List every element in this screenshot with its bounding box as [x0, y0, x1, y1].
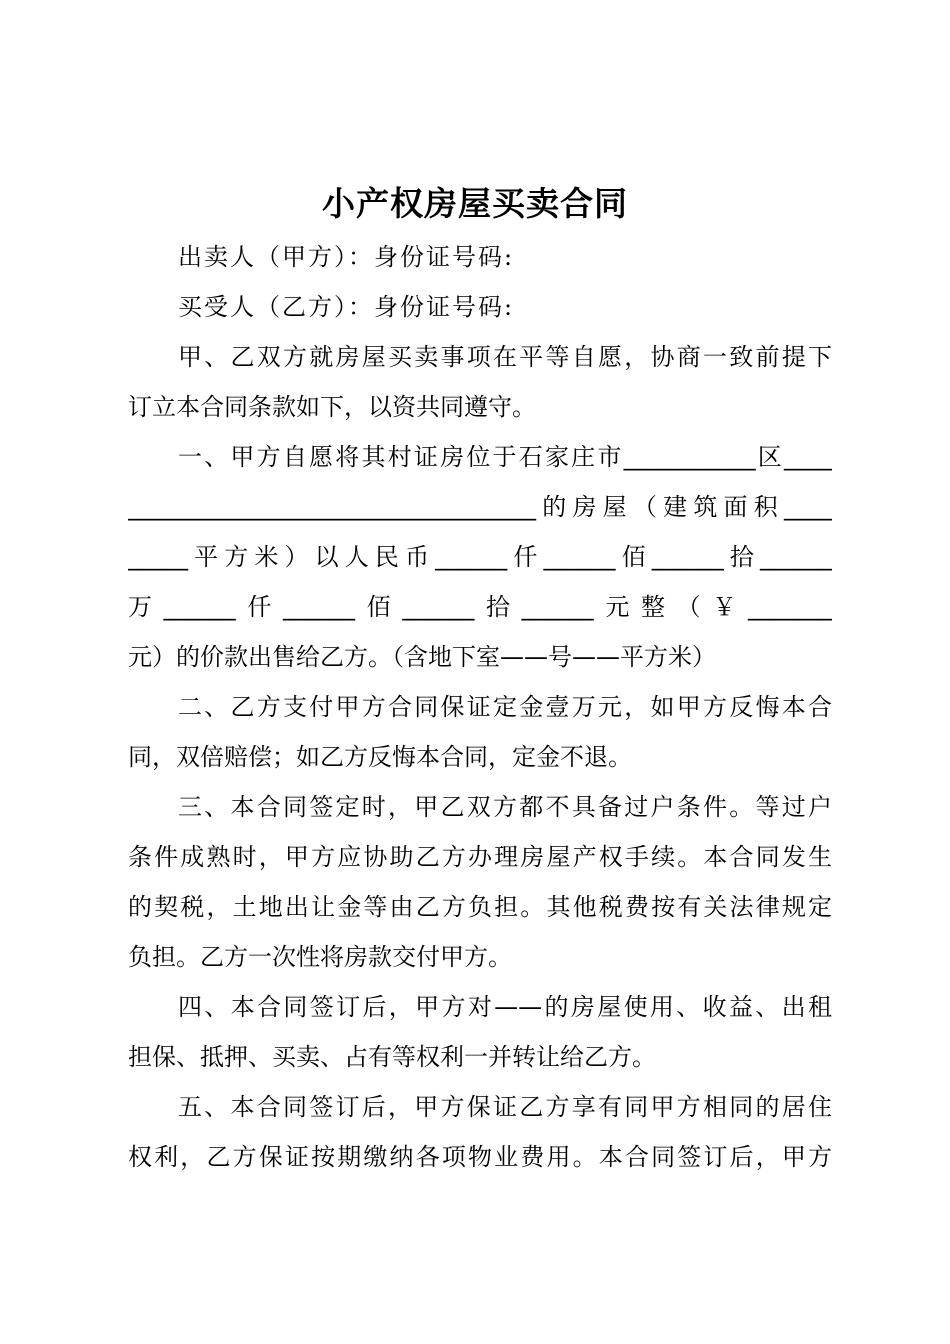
preamble-line-1: 甲、乙双方就房屋买卖事项在平等自愿，协商一致前提下	[178, 343, 832, 371]
clause-2-line-1: 二、乙方支付甲方合同保证定金壹万元，如甲方反悔本合	[178, 693, 832, 721]
clause-4-line-1: 四、本合同签订后，甲方对——的房屋使用、收益、出租	[178, 993, 832, 1021]
preamble-line-2: 订立本合同条款如下，以资共同遵守。	[128, 393, 536, 421]
clause-4-line-2: 担保、抵押、买卖、占有等权利一并转让给乙方。	[128, 1043, 656, 1071]
clause-3-line-3: 的契税，土地出让金等由乙方负担。其他税费按有关法律规定	[128, 893, 832, 921]
clause-5-line-2: 权利，乙方保证按期缴纳各项物业费用。本合同签订后，甲方	[128, 1143, 832, 1171]
clause-1-line-4: 万______仟______佰______拾______元整（￥_______	[128, 593, 832, 621]
clause-1-line-3: _____平方米）以人民币______仟______佰______拾______	[128, 543, 832, 571]
clause-3-line-4: 负担。乙方一次性将房款交付甲方。	[128, 943, 512, 971]
clause-1-line-1: 一、甲方自愿将其村证房位于石家庄市___________区____	[178, 443, 832, 471]
buyer-line: 买受人（乙方）：身份证号码:	[178, 293, 515, 321]
clause-5-line-1: 五、本合同签订后，甲方保证乙方享有同甲方相同的居住	[178, 1093, 832, 1121]
seller-line: 出卖人（甲方）：身份证号码:	[178, 243, 515, 271]
clause-2-line-2: 同，双倍赔偿；如乙方反悔本合同，定金不退。	[128, 743, 632, 771]
document-title: 小产权房屋买卖合同	[322, 184, 628, 223]
clause-1-line-2: __________________________________的房屋（建筑面积____	[128, 493, 832, 521]
clause-1-line-5: 元）的价款出售给乙方。（含地下室——号——平方米）	[128, 643, 716, 671]
clause-3-line-1: 三、本合同签定时，甲乙双方都不具备过户条件。等过户	[178, 793, 832, 821]
clause-3-line-2: 条件成熟时，甲方应协助乙方办理房屋产权手续。本合同发生	[128, 843, 832, 871]
